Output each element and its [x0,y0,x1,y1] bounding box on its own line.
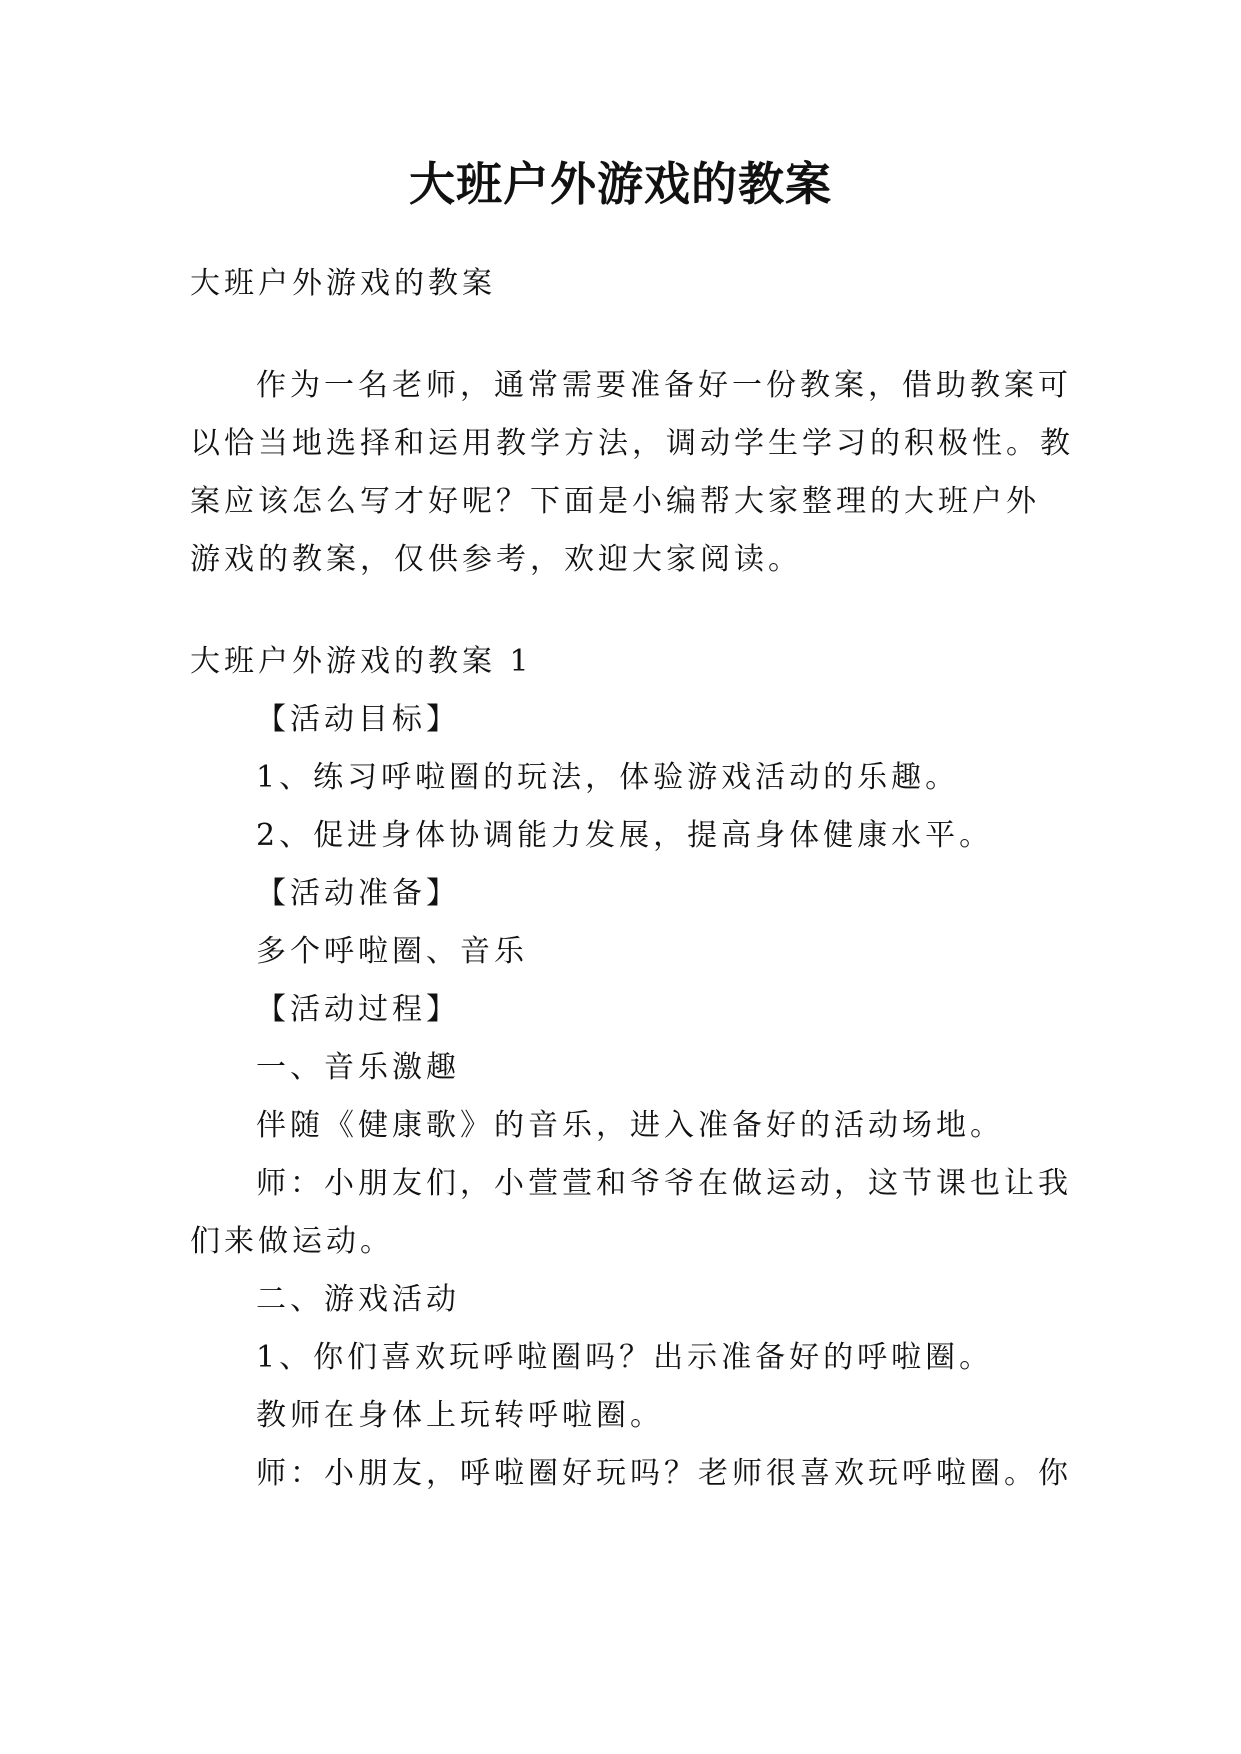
goals-heading: 【活动目标】 [256,702,460,737]
document-title: 大班户外游戏的教案 [409,157,832,211]
intro-line-4: 游戏的教案，仅供参考，欢迎大家阅读。 [190,542,802,577]
step-1-text: 伴随《健康歌》的音乐，进入准备好的活动场地。 [256,1108,1004,1143]
step-2-text: 教师在身体上玩转呼啦圈。 [256,1398,664,1433]
teacher-line-1b: 们来做运动。 [190,1224,394,1259]
intro-line-2: 以恰当地选择和运用教学方法，调动学生学习的积极性。教 [190,426,1074,461]
step-2-heading: 二、游戏活动 [256,1282,460,1317]
intro-line-3: 案应该怎么写才好呢？下面是小编帮大家整理的大班户外 [190,484,1040,519]
step-2-item-1: 1、你们喜欢玩呼啦圈吗？出示准备好的呼啦圈。 [256,1340,994,1375]
prep-heading: 【活动准备】 [256,876,460,911]
process-heading: 【活动过程】 [256,992,460,1027]
teacher-line-2: 师：小朋友，呼啦圈好玩吗？老师很喜欢玩呼啦圈。你 [256,1456,1072,1491]
prep-text: 多个呼啦圈、音乐 [256,934,528,969]
section-heading: 大班户外游戏的教案 1 [190,644,533,679]
intro-line-1: 作为一名老师，通常需要准备好一份教案，借助教案可 [256,368,1072,403]
teacher-line-1a: 师：小朋友们，小萱萱和爷爷在做运动，这节课也让我 [256,1166,1072,1201]
goal-item-2: 2、促进身体协调能力发展，提高身体健康水平。 [256,818,994,853]
step-1-heading: 一、音乐激趣 [256,1050,460,1085]
goal-item-1: 1、练习呼啦圈的玩法，体验游戏活动的乐趣。 [256,760,960,795]
document-subtitle: 大班户外游戏的教案 [190,266,496,301]
